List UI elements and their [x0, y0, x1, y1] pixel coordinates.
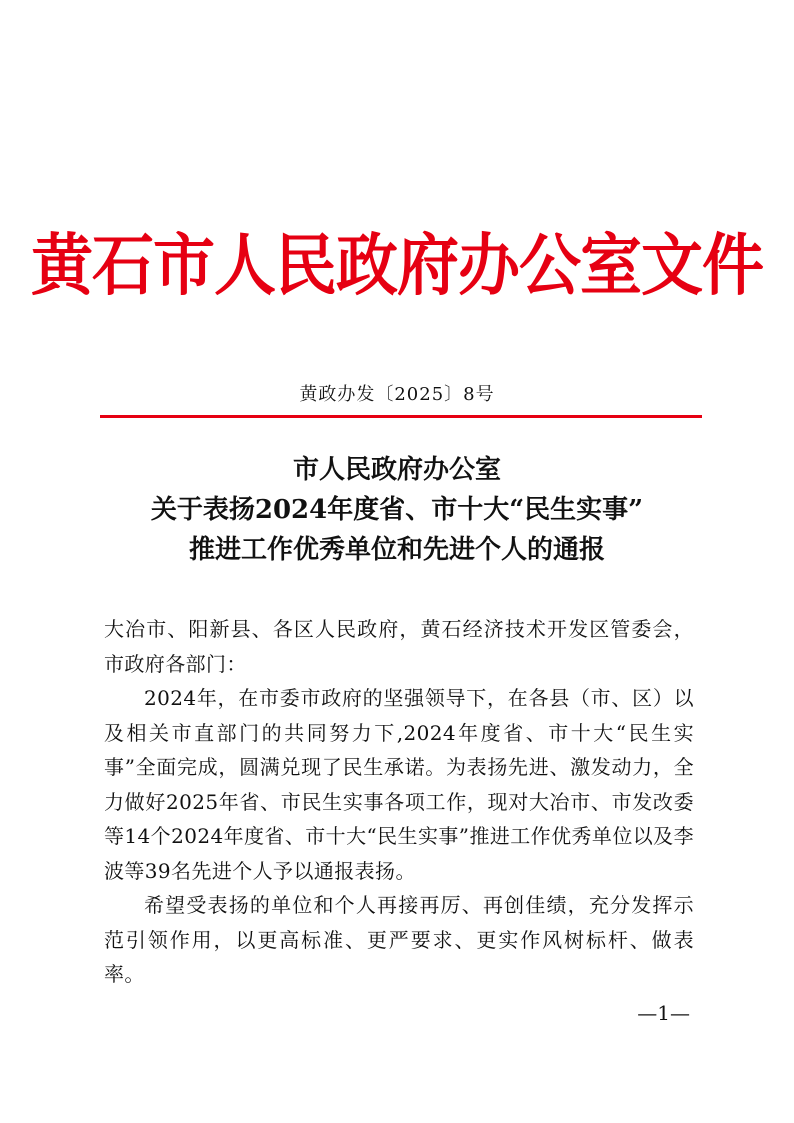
issuer-masthead: 黄石市人民政府办公室文件 — [30, 226, 763, 305]
document-body — [104, 612, 694, 992]
red-divider-line — [100, 415, 702, 418]
document-number: 黄政办发〔2025〕8号 — [299, 384, 495, 405]
body-paragraph-1: 2024年，在市委市政府的坚强领导下，在各县（市、区）以及相关市直部门的共同努力下,2024年度省、市十大“民生实事”全面完成，圆满兑现了民生承诺。为表扬先进、激发动力，全力做好2025年省、市民生实事各项工作，现对大冶市、市发改委等14个2024年度省、市十大“民生实事”推进工作优秀单位以及李波等39名先进个人予以通报表扬。 — [104, 686, 694, 883]
body-paragraph-2: 希望受表扬的单位和个人再接再厉、再创佳绩，充分发挥示范引领作用，以更高标准、更严要求、更实作风树标杆、做表率。 — [104, 893, 694, 986]
addressees: 大冶市、阳新县、各区人民政府，黄石经济技术开发区管委会，市政府各部门： — [104, 617, 694, 676]
document-title — [0, 450, 794, 570]
title-line-1: 市人民政府办公室 — [292, 455, 501, 485]
title-line-3: 推进工作优秀单位和先进个人的通报 — [188, 535, 605, 565]
title-line-2: 关于表扬2024年度省、市十大“民生实事” — [150, 495, 644, 525]
page-number: —1— — [637, 1001, 690, 1025]
